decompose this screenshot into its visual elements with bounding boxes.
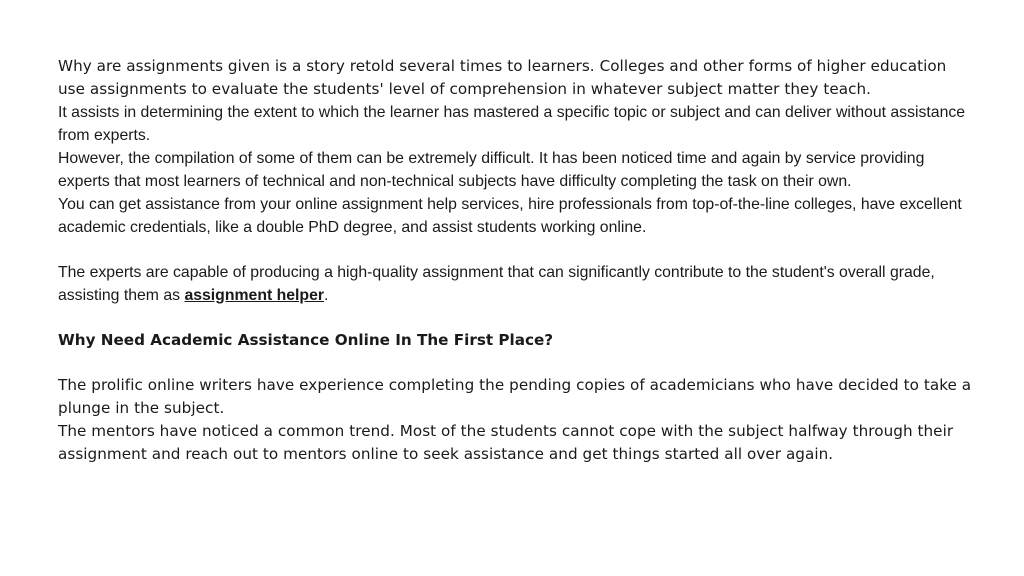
spacer: [58, 239, 978, 261]
paragraph-experts-text: The experts are capable of producing a high-quality assignment that can significantly contribute to the student's overall grade, assisting them as: [58, 264, 935, 304]
paragraph-difficulty: However, the compilation of some of them can be extremely difficult. It has been noticed time and again by service providing experts that most learners of technical and non-technical subjects have difficulty completing the task on their own.: [58, 150, 925, 190]
assignment-helper-link[interactable]: assignment helper: [184, 287, 325, 304]
paragraph-purpose: It assists in determining the extent to which the learner has mastered a specific topic or subject and can deliver without assistance from experts.: [58, 104, 966, 144]
document-body: [58, 55, 978, 466]
paragraph-services: You can get assistance from your online assignment help services, hire professionals from top-of-the-line colleges, have excellent academic credentials, like a double PhD degree, and assist students working online.: [58, 196, 962, 236]
paragraph-intro: Why are assignments given is a story retold several times to learners. Colleges and other forms of higher education use assignments to evaluate the students' level of comprehension in whatever subject matter they teach.: [58, 57, 947, 98]
spacer: [58, 307, 978, 329]
spacer: [58, 352, 978, 374]
paragraph-mentors: The mentors have noticed a common trend. Most of the students cannot cope with the subject halfway through their assignment and reach out to mentors online to seek assistance and get things started all over again.: [58, 422, 954, 463]
paragraph-writers: The prolific online writers have experience completing the pending copies of academicians who have decided to take a plunge in the subject.: [58, 376, 972, 417]
section-heading: Why Need Academic Assistance Online In The First Place?: [58, 331, 554, 349]
paragraph-experts: [58, 261, 978, 307]
paragraph-experts-end: .: [324, 287, 329, 304]
